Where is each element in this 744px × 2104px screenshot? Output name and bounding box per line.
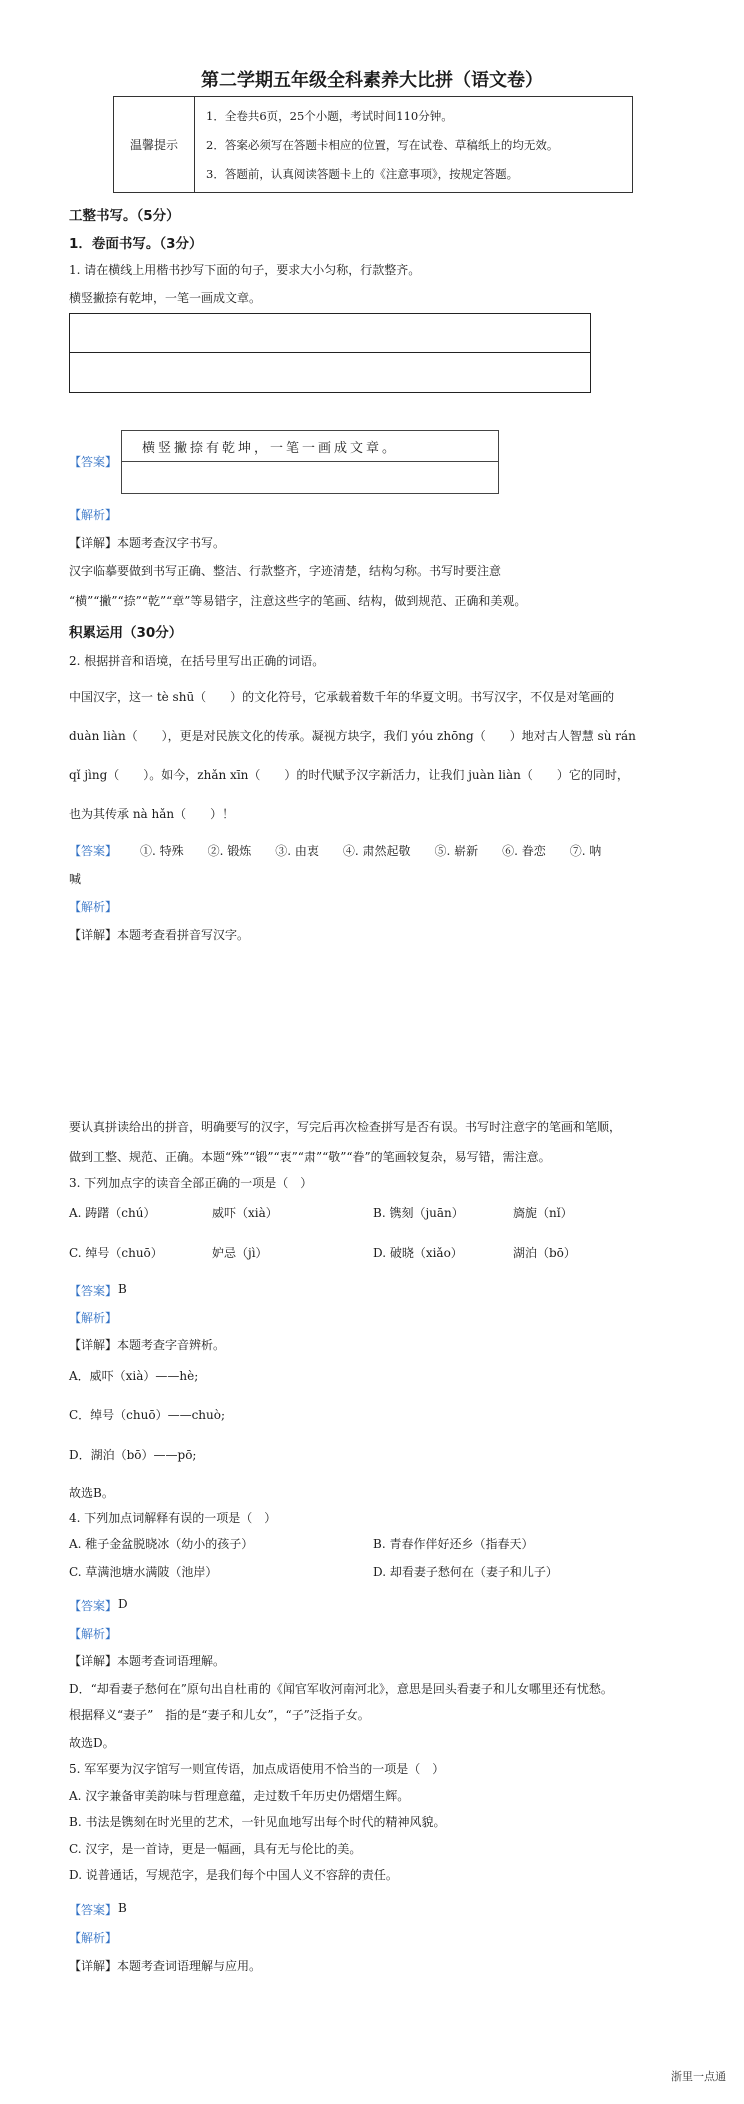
tip-line: 3．答题前，认真阅读答题卡上的《注意事项》，按规定答题。 (206, 167, 519, 181)
analysis-tag: 【解析】 (69, 1627, 118, 1641)
detail-text: A．威吓（xià）——hè; (69, 1369, 199, 1383)
section-heading: 积累运用（30分） (69, 625, 183, 641)
section-heading: 工整书写。（5分） (69, 208, 180, 224)
detail-text: C．绰号（chuō）——chuò; (69, 1408, 226, 1422)
answer-list-cont: 喊 (69, 872, 82, 886)
answer-tag: 【答案】 (69, 1284, 118, 1298)
detail-text: “横”“撇”“捺”“乾”“章”等易错字，注意这些字的笔画、结构，做到规范、正确和美观。 (69, 594, 527, 608)
option-b: B. 青春作伴好还乡（指春天） (373, 1537, 534, 1551)
question-text: 2. 根据拼音和语境，在括号里写出正确的词语。 (69, 654, 325, 668)
detail-text: D．湖泊（bō）——pō; (69, 1448, 197, 1462)
option-a: A. 踌躇（chú） (69, 1206, 156, 1220)
detail-text: 【详解】本题考查词语理解。 (69, 1654, 226, 1668)
question-text: 1. 请在横线上用楷书抄写下面的句子，要求大小匀称，行款整齐。 (69, 263, 421, 277)
detail-text: 【详解】本题考查词语理解与应用。 (69, 1959, 262, 1973)
detail-text: 故选B。 (69, 1486, 114, 1500)
writing-lines-box (69, 313, 591, 393)
analysis-tag: 【解析】 (69, 1931, 118, 1945)
tip-line: 1．全卷共6页，25个小题，考试时间110分钟。 (206, 109, 453, 123)
tips-table (113, 96, 633, 193)
paragraph-line: 中国汉字，这一 tè shū（ ）的文化符号，它承载着数千年的华夏文明。书写汉字，不仅是对笔画的 (69, 690, 615, 704)
detail-text: D．“却看妻子愁何在”原句出自杜甫的《闻官军收河南河北》，意思是回头看妻子和儿女哪里还有忧愁。 (69, 1682, 613, 1696)
detail-text: 根据释义“妻子” 指的是“妻子和儿女”，“子”泛指子女。 (69, 1708, 370, 1722)
option-c-2: 妒忌（jì） (212, 1246, 268, 1260)
option-b: B. 书法是镌刻在时光里的艺术，一针见血地写出每个时代的精神风貌。 (69, 1815, 446, 1829)
answer-value: D (118, 1597, 128, 1611)
detail-text: 【详解】本题考查汉字书写。 (69, 536, 226, 550)
page-footer: 浙里一点通 (671, 2070, 726, 2083)
answer-list: ①. 特殊 ②. 锻炼 ③. 由衷 ④. 肃然起敬 ⑤. 崭新 ⑥. 眷恋 ⑦. 呐 (140, 844, 602, 858)
option-d-2: 湖泊（bō） (513, 1246, 576, 1260)
question-text: 5. 军军要为汉字馆写一则宣传语，加点成语使用不恰当的一项是（ ） (69, 1762, 445, 1776)
question-text: 3. 下列加点字的读音全部正确的一项是（ ） (69, 1176, 313, 1190)
answer-tag: 【答案】 (69, 455, 118, 469)
detail-text: 【详解】本题考查看拼音写汉字。 (69, 928, 250, 942)
option-a-2: 威吓（xià） (212, 1206, 278, 1220)
paragraph-line: 也为其传承 nà hǎn（ ）！ (69, 807, 235, 821)
option-c: C. 草满池塘水满陂（池岸） (69, 1565, 218, 1579)
option-a: A. 汉字兼备审美韵味与哲理意蕴，走过数千年历史仍熠熠生辉。 (69, 1789, 410, 1803)
detail-text: 做到工整、规范、正确。本题“殊”“锻”“衷”“肃”“敬”“眷”的笔画较复杂，易写错，需注意。 (69, 1150, 551, 1164)
detail-text: 故选D。 (69, 1736, 115, 1750)
tips-label: 温馨提示 (114, 97, 195, 192)
answer-handwriting: 横竖撇捺有乾坤，一笔一画成文章。 (142, 441, 399, 456)
option-c: C. 汉字，是一首诗，更是一幅画，具有无与伦比的美。 (69, 1842, 362, 1856)
page-title: 第二学期五年级全科素养大比拼（语文卷） (201, 70, 543, 91)
answer-tag: 【答案】 (69, 1903, 118, 1917)
paragraph-line: qǐ jìng（ ）。如今，zhǎn xīn（ ）的时代赋予汉字新活力，让我们 juàn liàn（ ）它的同时， (69, 768, 629, 782)
detail-text: 要认真拼读给出的拼音，明确要写的汉字，写完后再次检查拼写是否有误。书写时注意字的笔画和笔顺， (69, 1120, 622, 1134)
answer-writing-box (121, 430, 499, 494)
answer-value: B (118, 1901, 127, 1915)
option-b-2: 旖旎（nǐ） (513, 1206, 573, 1220)
option-a: A. 稚子金盆脱晓冰（幼小的孩子） (69, 1537, 254, 1551)
sub-heading: 1．卷面书写。（3分） (69, 236, 203, 252)
analysis-tag: 【解析】 (69, 508, 118, 522)
option-d: D. 却看妻子愁何在（妻子和儿子） (373, 1565, 558, 1579)
option-c: C. 绰号（chuō） (69, 1246, 163, 1260)
detail-text: 【详解】本题考查字音辨析。 (69, 1338, 226, 1352)
answer-tag: 【答案】 (69, 1599, 118, 1613)
detail-text: 汉字临摹要做到书写正确、整洁、行款整齐，字迹清楚，结构匀称。书写时要注意 (69, 564, 502, 578)
tip-line: 2．答案必须写在答题卡相应的位置，写在试卷、草稿纸上的均无效。 (206, 138, 559, 152)
option-d: D. 破晓（xiǎo） (373, 1246, 463, 1260)
analysis-tag: 【解析】 (69, 900, 118, 914)
question-text: 4. 下列加点词解释有误的一项是（ ） (69, 1511, 277, 1525)
analysis-tag: 【解析】 (69, 1311, 118, 1325)
answer-tag: 【答案】 (69, 844, 118, 858)
copy-sentence: 横竖撇捺有乾坤，一笔一画成文章。 (69, 291, 262, 305)
option-d: D. 说普通话，写规范字，是我们每个中国人义不容辞的责任。 (69, 1868, 398, 1882)
option-b: B. 镌刻（juān） (373, 1206, 464, 1220)
answer-value: B (118, 1282, 127, 1296)
paragraph-line: duàn liàn（ ），更是对民族文化的传承。凝视方块字，我们 yóu zhōng（ ）地对古人智慧 sù rán (69, 729, 636, 743)
